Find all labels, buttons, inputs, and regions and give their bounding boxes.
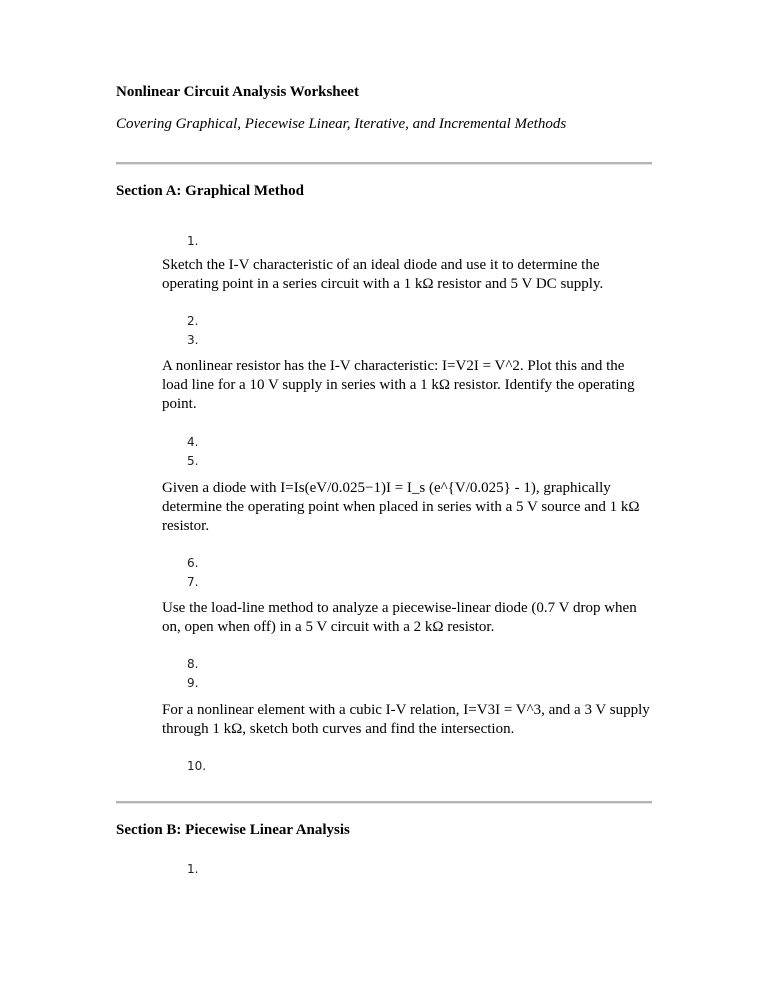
list-number: 8. — [187, 657, 199, 671]
page-title: Nonlinear Circuit Analysis Worksheet — [116, 84, 359, 100]
section-divider — [116, 162, 652, 165]
list-number: 2. — [187, 314, 199, 328]
page-subtitle: Covering Graphical, Piecewise Linear, Iterative, and Incremental Methods — [116, 116, 567, 132]
list-number: 3. — [187, 333, 199, 347]
list-number: 10. — [187, 759, 207, 773]
question-a5: For a nonlinear element with a cubic I-V relation, I=V3I = V^3, and a 3 V supply through 1 kΩ, sketch both curves and find the intersection. — [162, 702, 650, 737]
question-a1: Sketch the I-V characteristic of an ideal diode and use it to determine the operating point in a series circuit with a 1 kΩ resistor and 5 V DC supply. — [162, 257, 604, 292]
section-a-heading: Section A: Graphical Method — [116, 183, 304, 199]
list-number: 6. — [187, 556, 199, 570]
question-a4: Use the load-line method to analyze a piecewise-linear diode (0.7 V drop when on, open when off) in a 5 V circuit with a 2 kΩ resistor. — [162, 600, 637, 635]
section-divider — [116, 801, 652, 804]
list-number: 9. — [187, 676, 199, 690]
list-number: 1. — [187, 234, 199, 248]
section-b-heading: Section B: Piecewise Linear Analysis — [116, 822, 350, 838]
list-number: 1. — [187, 862, 199, 876]
list-number: 4. — [187, 435, 199, 449]
question-a3: Given a diode with I=Is(eV/0.025−1)I = I_s (e^{V/0.025} - 1), graphically determine the operating point when placed in series with a 5 V source and 1 kΩ resistor. — [162, 480, 640, 534]
list-number: 7. — [187, 575, 199, 589]
list-number: 5. — [187, 454, 199, 468]
question-a2: A nonlinear resistor has the I-V characteristic: I=V2I = V^2. Plot this and the load line for a 10 V supply in series with a 1 kΩ resistor. Identify the operating point. — [162, 358, 635, 412]
